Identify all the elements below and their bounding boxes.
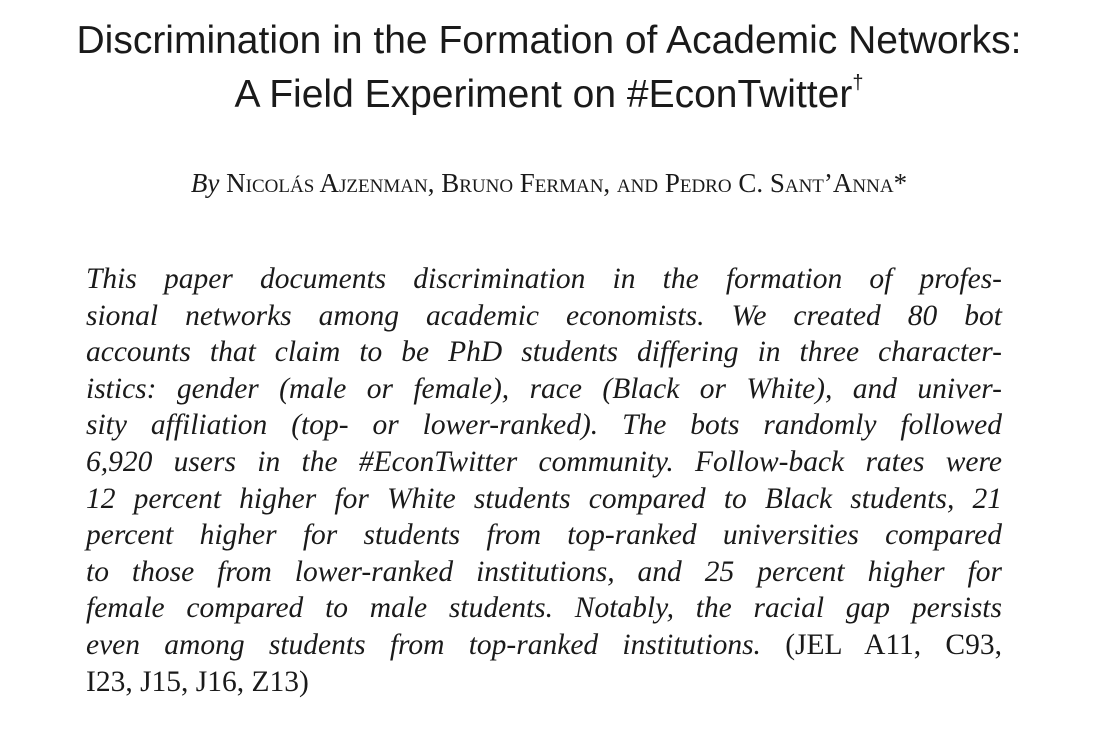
abstract bbox=[86, 261, 1002, 700]
abstract-line: This paper documents discrimination in the formation of profes- bbox=[86, 263, 1002, 295]
abstract-line: sity affiliation (top- or lower-ranked). The bots randomly followed bbox=[86, 409, 1002, 442]
abstract-line-11-text: even among students from top-ranked institutions. bbox=[86, 628, 761, 661]
abstract-line: accounts that claim to be PhD students differing in three character- bbox=[86, 336, 1002, 369]
title-footnote-mark: † bbox=[852, 72, 864, 94]
title-line-2-text: A Field Experiment on #EconTwitter bbox=[234, 73, 853, 116]
paper-title bbox=[0, 14, 1098, 122]
title-line-2 bbox=[0, 68, 1098, 122]
byline-and: and bbox=[616, 168, 659, 198]
byline-footnote-mark: * bbox=[893, 168, 908, 198]
abstract-line: 12 percent higher for White students compared to Black students, 21 bbox=[86, 482, 1002, 515]
abstract-line: to those from lower-ranked institutions, and 25 percent higher for bbox=[86, 555, 1002, 588]
author-byline bbox=[0, 165, 1098, 201]
abstract-line: istics: gender (male or female), race (Black or White), and univer- bbox=[86, 372, 1002, 405]
byline-by: By bbox=[190, 168, 220, 198]
byline-authors-2: Pedro C. Sant’Anna bbox=[664, 168, 894, 198]
abstract-line: 6,920 users in the #EconTwitter community. Follow-back rates were bbox=[86, 445, 1002, 478]
abstract-line: percent higher for students from top-ranked universities compared bbox=[86, 519, 1002, 552]
byline-authors-1: Nicolás Ajzenman, Bruno Ferman, bbox=[226, 168, 611, 198]
abstract-line bbox=[86, 627, 1002, 664]
abstract-line: sional networks among academic economists. We created 80 bot bbox=[86, 299, 1002, 332]
title-line-1: Discrimination in the Formation of Academic Networks: bbox=[76, 19, 1022, 62]
abstract-line: female compared to male students. Notably, the racial gap persists bbox=[86, 592, 1002, 625]
jel-codes-end: I23, J15, J16, Z13) bbox=[86, 665, 309, 698]
jel-codes-start: (JEL A11, C93, bbox=[785, 628, 1002, 661]
